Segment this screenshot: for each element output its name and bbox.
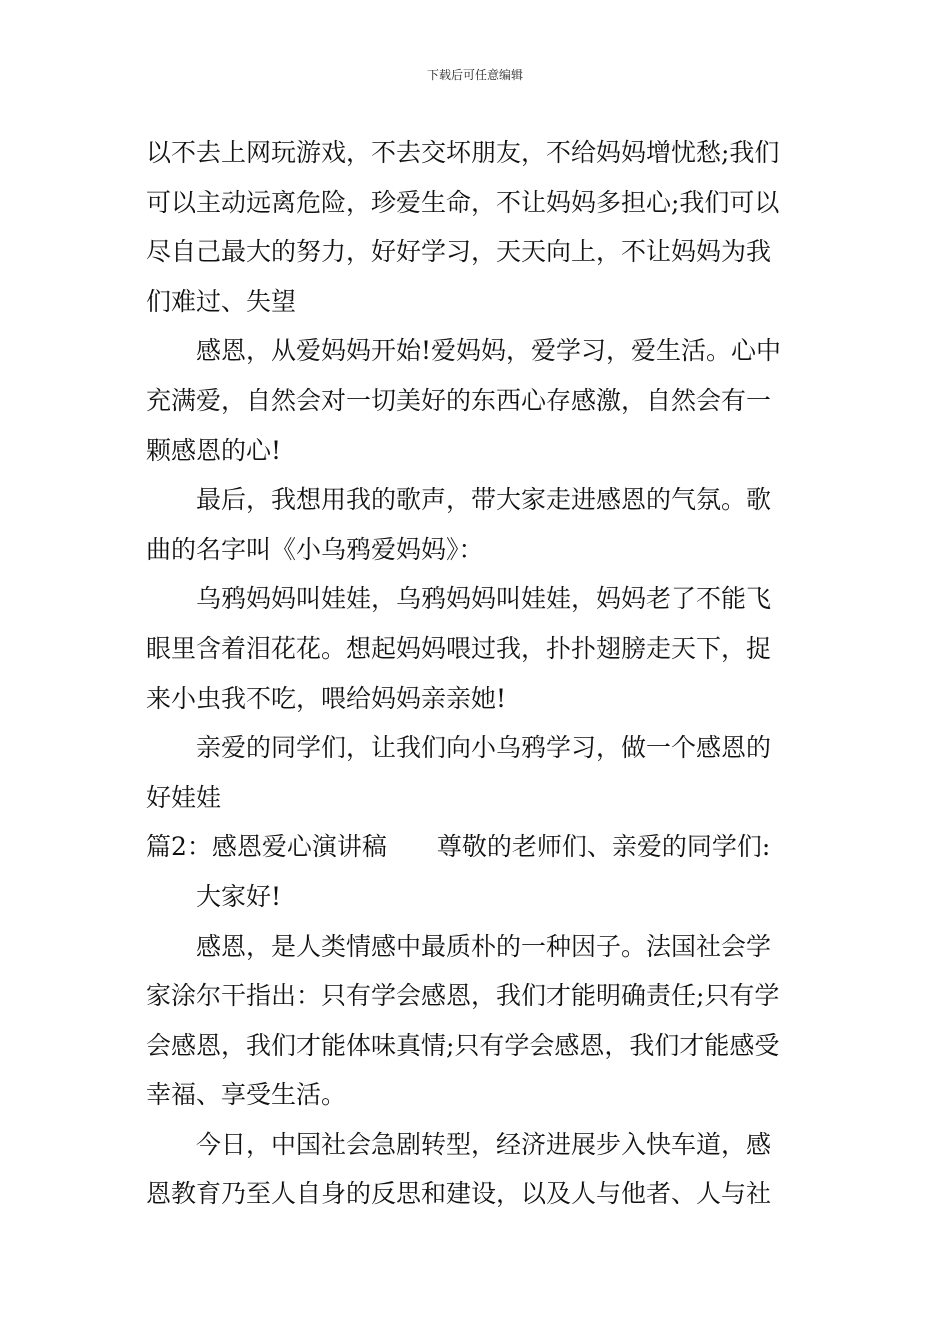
section-title: 篇2：感恩爱心演讲稿 [146,832,387,862]
text-line: 大家好! [196,881,282,911]
text-line: 会感恩，我们才能体味真情;只有学会感恩，我们才能感受 [146,1030,780,1060]
text-line: 感恩，从爱妈妈开始!爱妈妈，爱学习，爱生活。心中 [196,336,782,366]
text-line: 幸福、享受生活。 [146,1080,347,1110]
text-line: 今日，中国社会急剧转型，经济进展步入快车道，感 [196,1129,772,1159]
text-line: 最后，我想用我的歌声，带大家走进感恩的气氛。歌 [196,485,772,515]
section-heading-line [146,822,808,872]
section-greeting: 尊敬的老师们、亲爱的同学们: [436,832,771,862]
text-line: 以不去上网玩游戏，不去交坏朋友，不给妈妈增忧愁;我们 [146,138,780,167]
text-line: 家涂尔干指出：只有学会感恩，我们才能明确责任;只有学 [146,981,780,1011]
text-line: 恩教育乃至人自身的反思和建设，以及人与他者、人与社 [146,1179,772,1209]
page-header: 下载后可任意编辑 [426,68,523,82]
text-line: 来小虫我不吃，喂给妈妈亲亲她! [146,683,507,713]
text-line: 乌鸦妈妈叫娃娃，乌鸦妈妈叫娃娃，妈妈老了不能飞 [196,584,772,614]
text-line: 眼里含着泪花花。想起妈妈喂过我，扑扑翅膀走天下，捉 [146,633,772,663]
text-line: 颗感恩的心! [146,435,282,465]
text-line: 尽自己最大的努力，好好学习，天天向上，不让妈妈为我 [146,237,772,267]
text-line: 感恩，是人类情感中最质朴的一种因子。法国社会学 [196,931,772,961]
text-line: 亲爱的同学们，让我们向小乌鸦学习，做一个感恩的 [196,733,772,763]
text-line: 充满爱，自然会对一切美好的东西心存感激，自然会有一 [146,385,772,415]
text-line: 曲的名字叫《小乌鸦爱妈妈》： [146,534,484,564]
body-text [146,128,808,1219]
text-line: 可以主动远离危险，珍爱生命，不让妈妈多担心;我们可以 [146,187,780,217]
text-line: 们难过、失望 [146,286,297,316]
text-line: 好娃娃 [146,782,222,812]
